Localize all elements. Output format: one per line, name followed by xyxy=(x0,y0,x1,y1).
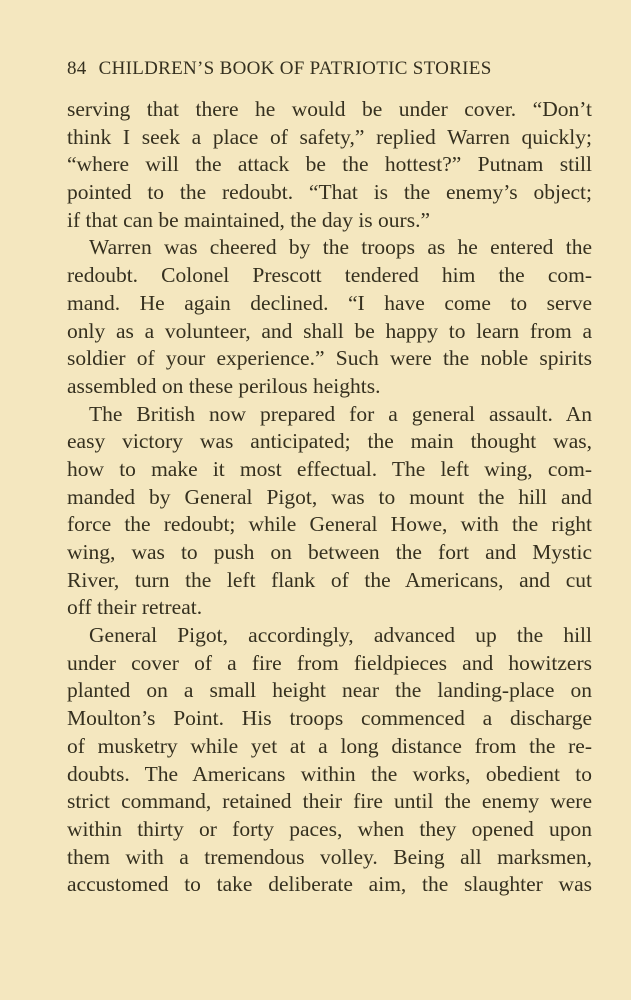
text-line: doubts. The Americans within the works, obedient to xyxy=(67,761,592,786)
text-line: soldier of your experience.” Such were the noble spirits xyxy=(67,346,592,371)
text-line: wing, was to push on between the fort and Mystic xyxy=(67,540,592,564)
text-line: River, turn the left flank of the Americans, and cut xyxy=(67,567,592,592)
text-line: off their retreat. xyxy=(67,595,203,620)
text-line: serving that there he would be under cover. “Don’t xyxy=(67,97,592,121)
text-line: only as a volunteer, and shall be happy to learn from a xyxy=(67,318,592,343)
paragraph xyxy=(67,234,592,400)
text-line: how to make it most effectual. The left wing, com- xyxy=(67,456,592,481)
text-line: Moulton’s Point. His troops commenced a discharge xyxy=(67,706,592,731)
text-line: pointed to the redoubt. “That is the enemy’s object; xyxy=(67,180,592,205)
running-title: CHILDREN’S BOOK OF PATRIOTIC STORIES xyxy=(98,58,492,79)
text-line: General Pigot, accordingly, advanced up the hill xyxy=(89,623,592,648)
text-line: Warren was cheered by the troops as he entered the xyxy=(89,235,592,260)
text-line: assembled on these perilous heights. xyxy=(67,373,381,398)
text-line: “where will the attack be the hottest?” Putnam still xyxy=(67,152,592,177)
paragraph xyxy=(67,401,592,623)
text-line: them with a tremendous volley. Being all marksmen, xyxy=(67,844,592,869)
text-line: mand. He again declined. “I have come to serve xyxy=(67,290,592,315)
text-line: accustomed to take deliberate aim, the slaughter was xyxy=(67,872,592,897)
text-line: The British now prepared for a general assault. An xyxy=(89,401,592,426)
text-line: think I seek a place of safety,” replied Warren quickly; xyxy=(67,124,592,149)
text-line: of musketry while yet at a long distance from the re- xyxy=(67,733,592,758)
text-line: easy victory was anticipated; the main thought was, xyxy=(67,429,592,454)
text-line: if that can be maintained, the day is ours.” xyxy=(67,207,430,232)
text-line: within thirty or forty paces, when they opened upon xyxy=(67,816,592,841)
page-number: 84 xyxy=(67,58,87,79)
page-body xyxy=(67,96,592,899)
running-header xyxy=(67,58,552,80)
text-line: manded by General Pigot, was to mount the hill and xyxy=(67,484,592,509)
paragraph xyxy=(67,622,592,899)
text-line: strict command, retained their fire until the enemy were xyxy=(67,789,592,814)
text-line: under cover of a fire from fieldpieces and howitzers xyxy=(67,650,592,675)
paragraph xyxy=(67,96,592,234)
text-line: redoubt. Colonel Prescott tendered him the com- xyxy=(67,263,592,288)
text-line: force the redoubt; while General Howe, with the right xyxy=(67,512,592,537)
text-line: planted on a small height near the landing-place on xyxy=(67,678,592,703)
